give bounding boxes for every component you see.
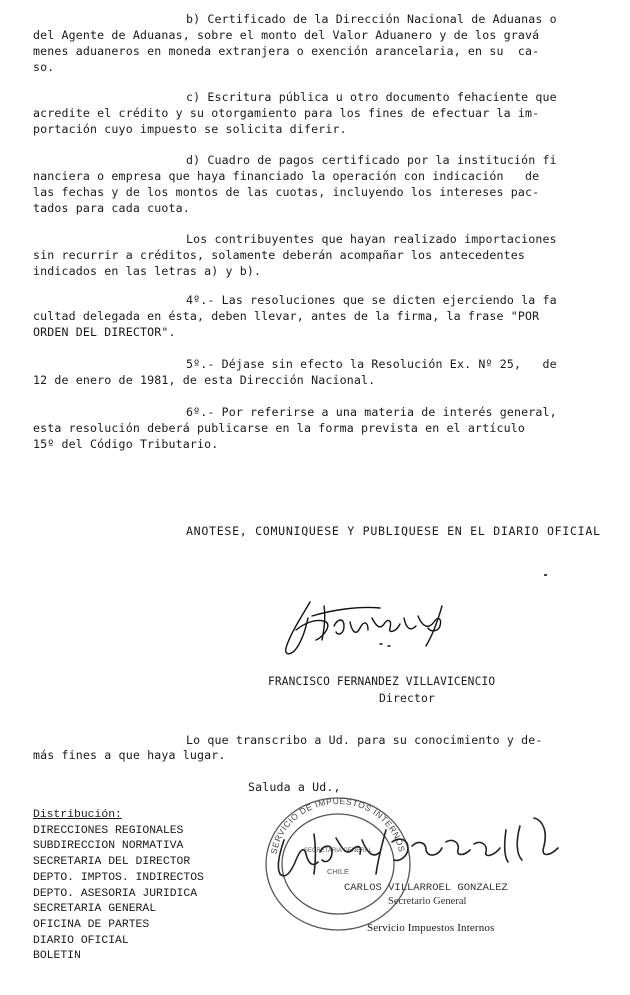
paragraph-b-line-2: del Agente de Aduanas, sobre el monto del Valor Aduanero y de los gravá: [33, 28, 540, 42]
contrib-line-3: indicados en las letras a) y b).: [33, 264, 262, 278]
transcribe-line-1: Lo que transcribo a Ud. para su conocimiento y de-: [186, 733, 543, 747]
secretary-org: Servicio Impuestos Internos: [367, 922, 495, 934]
paragraph-4-line-1: 4º.- Las resoluciones que se dicten ejerciendo la fa: [186, 293, 557, 307]
signer-title: Director: [379, 691, 436, 705]
svg-text:SERVICIO DE IMPUESTOS INTERNOS: [269, 796, 408, 855]
paragraph-c-line-3: portación cuyo impuesto se solicita diferir.: [33, 122, 347, 136]
paragraph-d-line-2: nanciera o empresa que haya financiado la operación con indicación de: [33, 169, 540, 183]
contrib-line-1: Los contribuyentes que hayan realizado importaciones: [186, 232, 557, 246]
paragraph-4-line-2: cultad delegada en ésta, deben llevar, antes de la firma, la frase "POR: [33, 309, 540, 323]
signer-name: FRANCISCO FERNANDEZ VILLAVICENCIO: [268, 675, 496, 688]
paragraph-d-line-3: las fechas y de los montos de las cuotas, incluyendo los intereses pac-: [33, 185, 540, 199]
paragraph-d-line-1: d) Cuadro de pagos certificado por la institución fi: [186, 153, 557, 167]
paragraph-5-line-1: 5º.- Déjase sin efecto la Resolución Ex. Nº 25, de: [186, 357, 557, 371]
distribution-item: SUBDIRECCION NORMATIVA: [33, 840, 184, 853]
transcribe-line-2: más fines a que haya lugar.: [33, 748, 226, 762]
stamp-center-text: SECRETARIA GENERAL: [304, 848, 372, 854]
paragraph-b-line-1: b) Certificado de la Dirección Nacional de Aduanas o: [186, 12, 557, 26]
saluda: Saluda a Ud.,: [248, 780, 341, 794]
distribution-heading: Distribución:: [33, 809, 122, 821]
distribution-item: DEPTO. ASESORIA JURIDICA: [33, 887, 198, 900]
paragraph-6-line-3: 15º del Código Tributario.: [33, 437, 219, 451]
stamp-abbr-text: CHILE: [326, 867, 350, 876]
paragraph-6-line-2: esta resolución deberá publicarse en la forma prevista en el artículo: [33, 421, 525, 435]
paragraph-c-line-1: c) Escritura pública u otro documento fehaciente que: [186, 90, 557, 104]
distribution-list: [33, 808, 204, 965]
distribution-item: OFICINA DE PARTES: [33, 918, 150, 931]
paragraph-5-line-2: 12 de enero de 1981, de esta Dirección Nacional.: [33, 373, 376, 387]
paragraph-b-line-4: so.: [33, 60, 55, 74]
paragraph-4-line-3: ORDEN DEL DIRECTOR".: [33, 325, 176, 339]
closing-statement: ANOTESE, COMUNIQUESE Y PUBLIQUESE EN EL DIARIO OFICIAL: [186, 524, 601, 538]
paragraph-d-line-4: tados para cada cuota.: [33, 201, 190, 215]
distribution-item: SECRETARIA DEL DIRECTOR: [33, 856, 191, 869]
distribution-item: DIRECCIONES REGIONALES: [33, 824, 184, 837]
paragraph-c-line-2: acredite el crédito y su otorgamiento para los fines de efectuar la im-: [33, 106, 540, 120]
secretary-name: CARLOS VILLARROEL GONZALEZ: [344, 882, 508, 894]
contrib-line-2: sin recurrir a créditos, solamente deberán acompañar los antecedentes: [33, 248, 525, 262]
distribution-item: DIARIO OFICIAL: [33, 934, 129, 947]
distribution-item: SECRETARIA GENERAL: [33, 903, 157, 916]
margin-mark: [544, 574, 547, 576]
paragraph-b-line-3: menes aduaneros en moneda extranjera o exención arancelaria, en su ca-: [33, 44, 540, 58]
stamp-ring-text: SERVICIO DE IMPUESTOS INTERNOS: [268, 795, 408, 855]
distribution-item: DEPTO. IMPTOS. INDIRECTOS: [33, 871, 204, 884]
director-signature: [272, 596, 462, 666]
secretary-title: Secretario General: [388, 896, 467, 907]
official-stamp: [258, 790, 578, 940]
paragraph-6-line-1: 6º.- Por referirse a una materia de interés general,: [186, 405, 557, 419]
distribution-item: BOLETIN: [33, 950, 81, 963]
